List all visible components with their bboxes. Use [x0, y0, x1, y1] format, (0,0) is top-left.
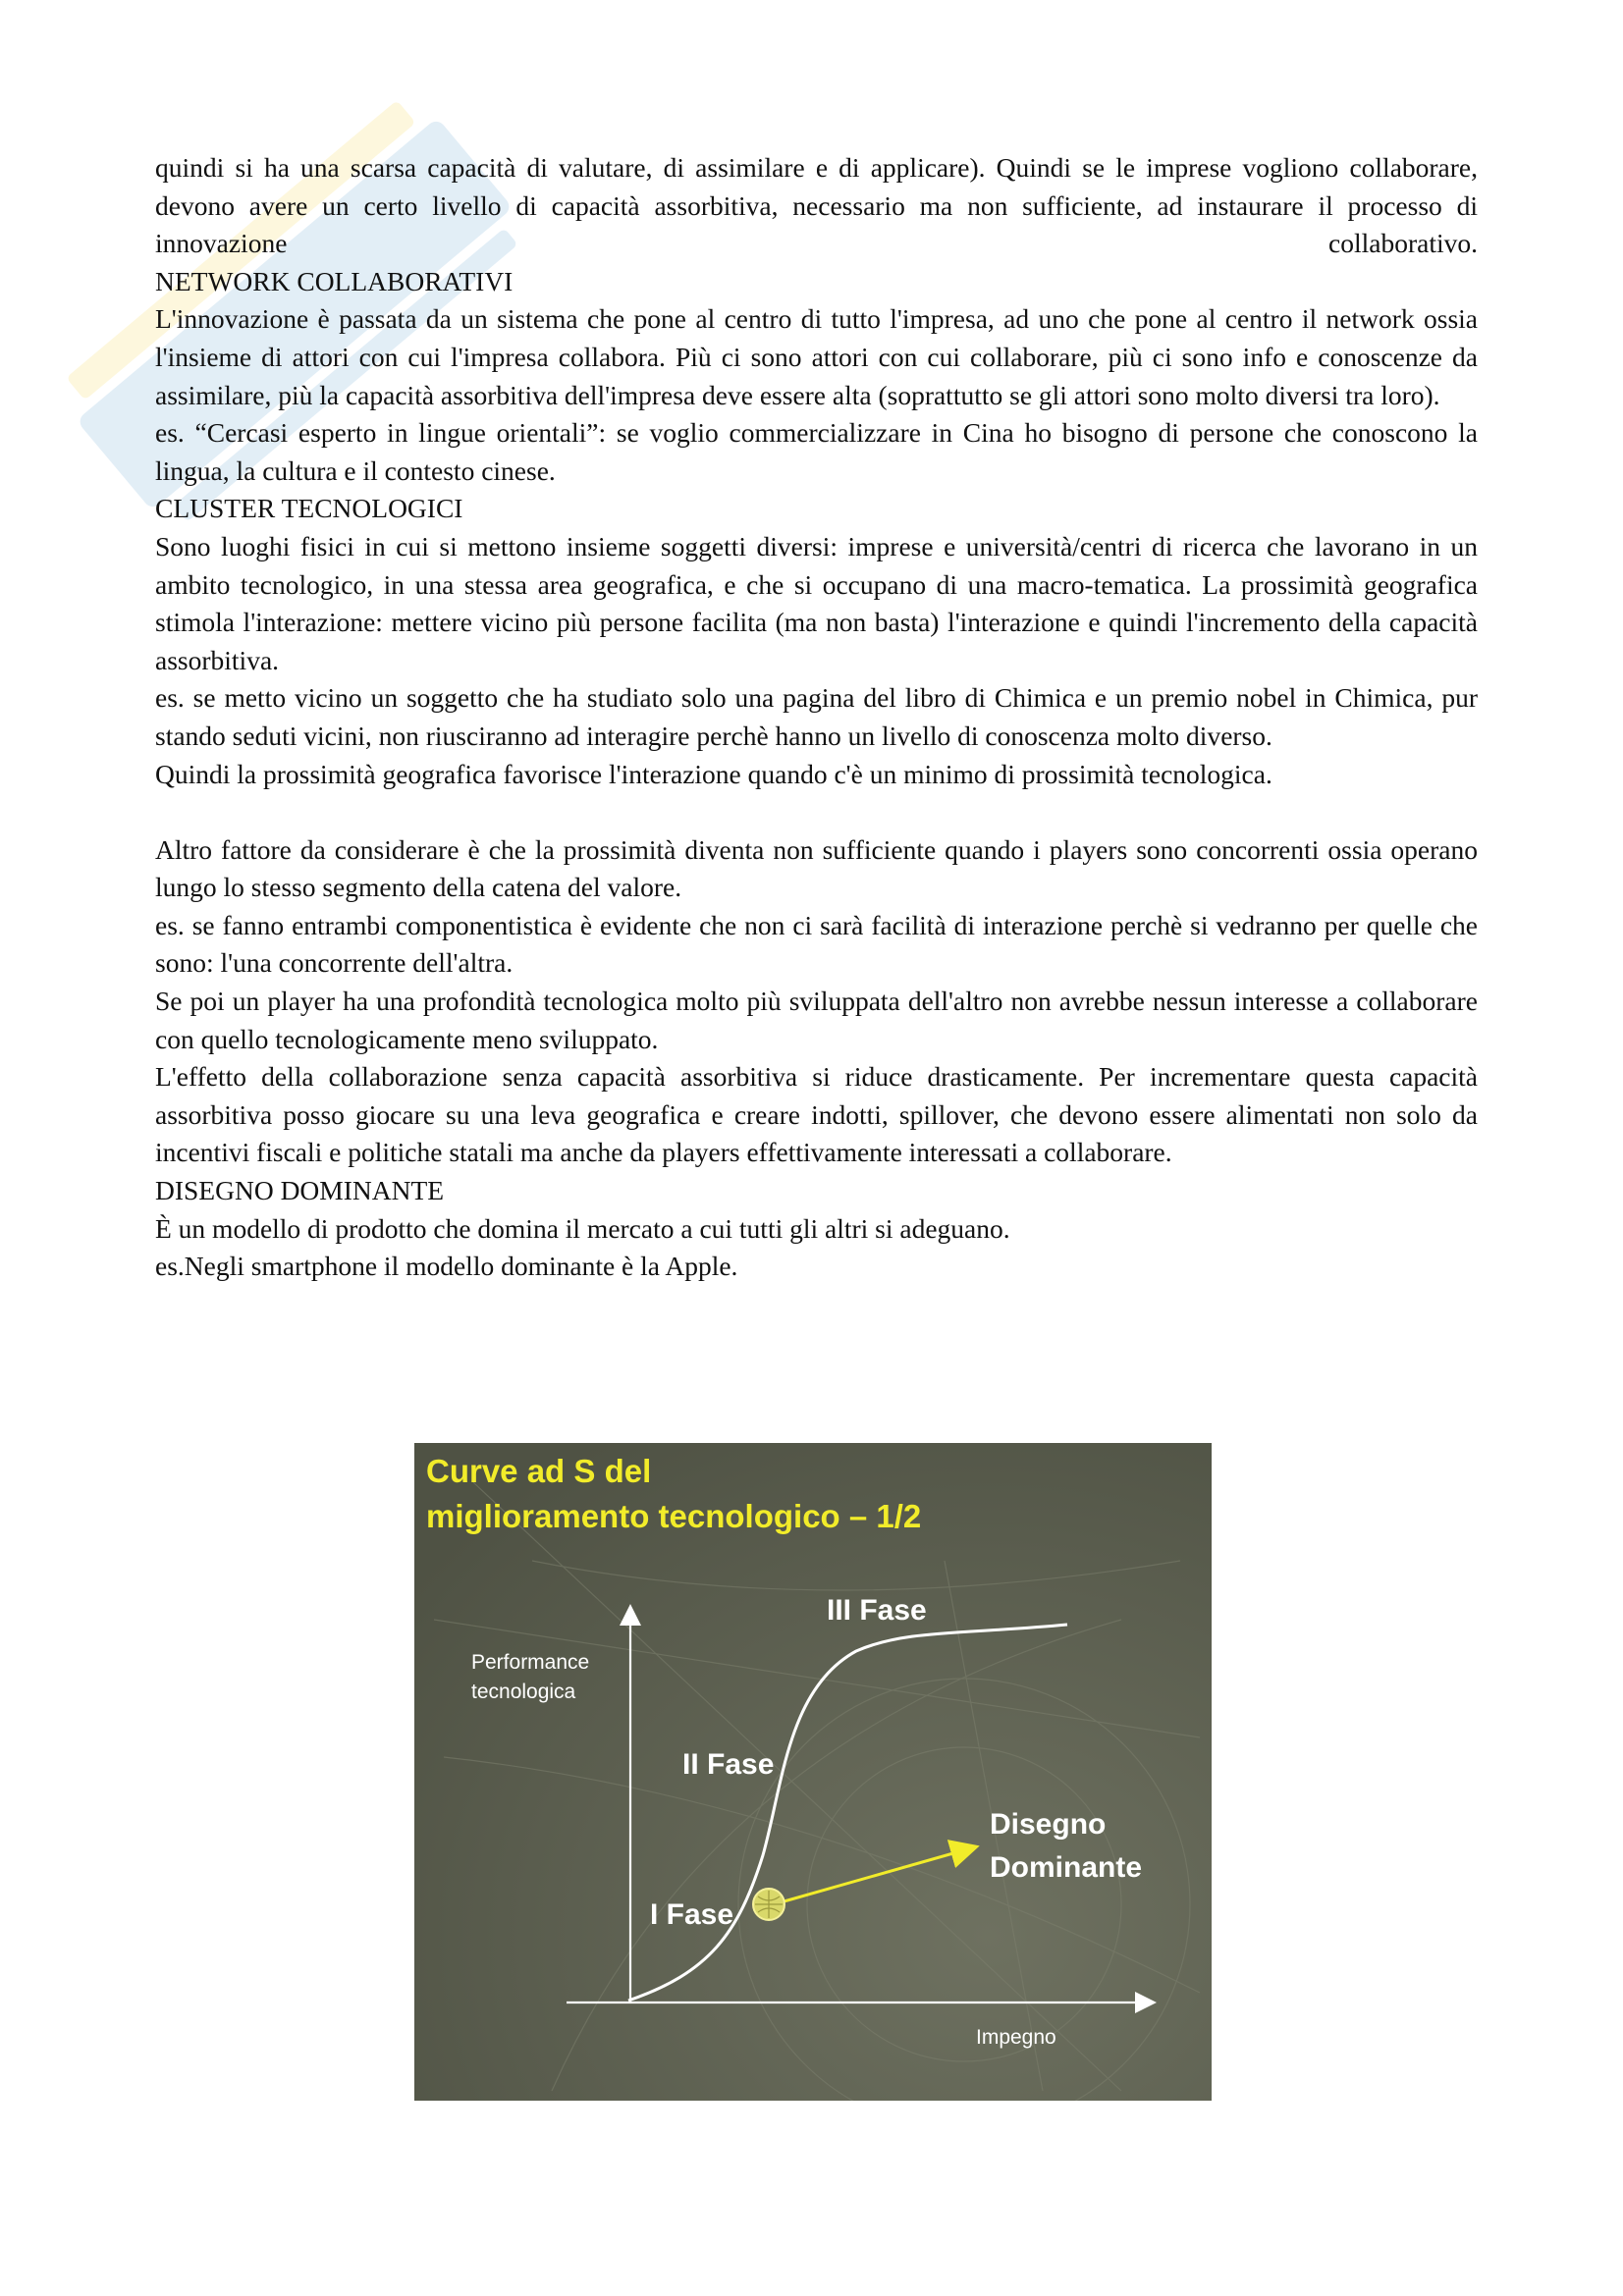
- section-heading-disegno-dominante: DISEGNO DOMINANTE: [155, 1175, 445, 1206]
- section-heading-cluster-tecnologici: CLUSTER TECNOLOGICI: [155, 493, 463, 524]
- paragraph: L'innovazione è passata da un sistema che pone al centro di tutto l'impresa, ad uno che pone al centro il network ossia l'insieme di attori con cui l'impresa collabora. Più ci sono attori con cui collaborare, più ci sono info e conoscenze da assimilare, più la capacità assorbitiva dell'impresa deve essere alta (soprattutto se gli attori sono molto diversi tra loro).: [155, 303, 1478, 410]
- phase-2-label: II Fase: [682, 1748, 775, 1781]
- paragraph: es. se fanno entrambi componentistica è evidente che non ci sarà facilità di interazione perchè si vedranno per quelle che sono: l'una concorrente dell'altra.: [155, 909, 1478, 979]
- s-curve-diagram: [414, 1443, 1212, 2101]
- figure-title-line1: Curve ad S del: [426, 1453, 652, 1489]
- x-axis-label: Impegno: [976, 2026, 1056, 2049]
- paragraph: L'effetto della collaborazione senza capacità assorbitiva si riduce drasticamente. Per incrementare questa capacità assorbitiva posso giocare su una leva geografica e creare indotti, spillover, che devono essere alimentati non solo da incentivi fiscali e politiche statali ma anche da players effettivamente interessati a collaborare.: [155, 1061, 1478, 1168]
- paragraph: es.Negli smartphone il modello dominante è la Apple.: [155, 1251, 738, 1282]
- s-curve-figure: [414, 1443, 1212, 2101]
- paragraph: es. se metto vicino un soggetto che ha studiato solo una pagina del libro di Chimica e un premio nobel in Chimica, pur stando seduti vicini, non riusciranno ad interagire perchè hanno un livello di conoscenza molto diverso.: [155, 682, 1478, 751]
- paragraph: quindi si ha una scarsa capacità di valutare, di assimilare e di applicare). Quindi se le imprese vogliono collaborare, devono avere un certo livello di capacità assorbitiva, necessario ma non sufficiente, ad instaurare il processo di innovazione collaborativo.: [155, 152, 1478, 259]
- paragraph: Se poi un player ha una profondità tecnologica molto più sviluppata dell'altro non avrebbe nessun interesse a collaborare con quello tecnologicamente meno sviluppato.: [155, 986, 1478, 1054]
- body-text: [155, 149, 1478, 1286]
- phase-1-label: I Fase: [650, 1898, 734, 1931]
- figure-title-line2: miglioramento tecnologico – 1/2: [426, 1498, 922, 1534]
- paragraph: Quindi la prossimità geografica favorisce l'interazione quando c'è un minimo di prossimità tecnologica.: [155, 758, 1272, 789]
- y-axis-label-line2: tecnologica: [471, 1681, 576, 1703]
- section-heading-network-collaborativi: NETWORK COLLABORATIVI: [155, 265, 514, 296]
- dominant-design-label-line2: Dominante: [990, 1851, 1143, 1884]
- phase-3-label: III Fase: [827, 1594, 927, 1627]
- paragraph-gap: [155, 793, 1478, 831]
- dominant-design-label-line1: Disegno: [990, 1808, 1107, 1841]
- paragraph: es. “Cercasi esperto in lingue orientali”: se voglio commercializzare in Cina ho bisogno di persone che conoscono la lingua, la cultura e il contesto cinese.: [155, 417, 1478, 486]
- paragraph: Altro fattore da considerare è che la prossimità diventa non sufficiente quando i players sono concorrenti ossia operano lungo lo stesso segmento della catena del valore.: [155, 833, 1478, 903]
- paragraph: È un modello di prodotto che domina il mercato a cui tutti gli altri si adeguano.: [155, 1212, 1010, 1244]
- dominant-design-marker: [753, 1889, 784, 1920]
- paragraph: Sono luoghi fisici in cui si mettono insieme soggetti diversi: imprese e università/centri di ricerca che lavorano in un ambito tecnologico, in una stessa area geografica, e che si occupano di una macro-tematica. La prossimità geografica stimola l'interazione: mettere vicino più persone facilita (ma non basta) l'interazione e quindi l'incremento della capacità assorbitiva.: [155, 530, 1478, 675]
- y-axis-label-line1: Performance: [471, 1651, 590, 1674]
